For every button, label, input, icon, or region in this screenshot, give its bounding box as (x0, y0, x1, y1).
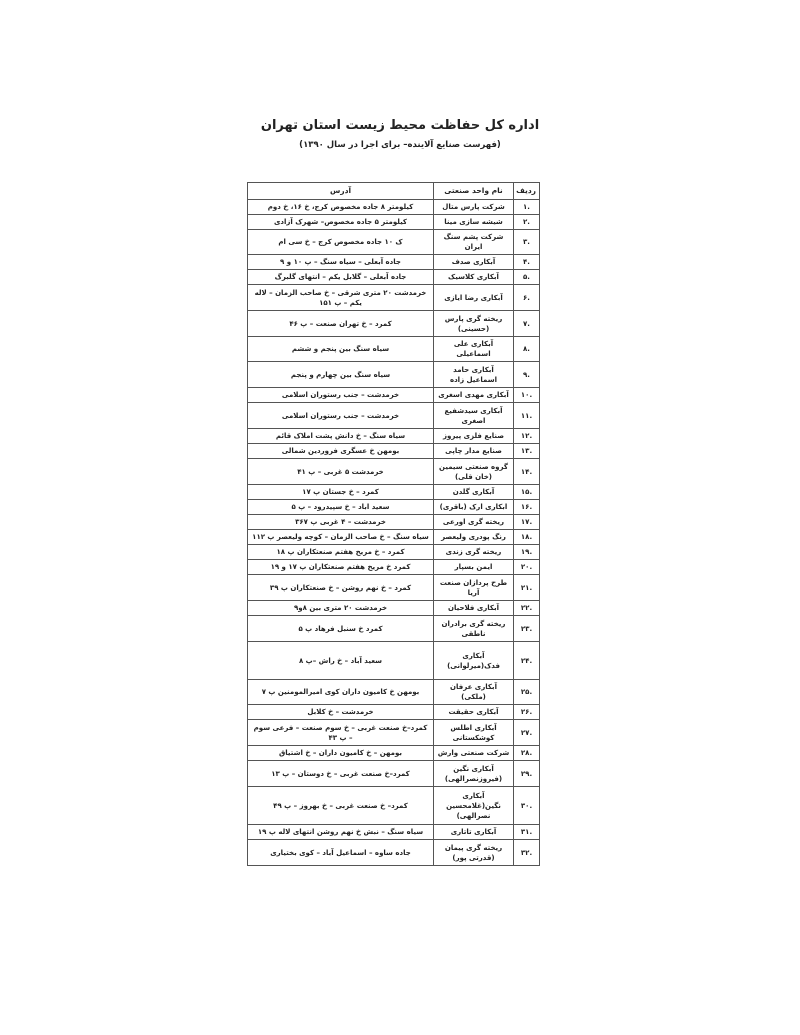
address-cell: کمرد – خ مریخ هفتم صنعتکاران پ ۱۸ (248, 545, 434, 560)
row-number-cell: .۲۲ (514, 601, 540, 616)
unit-name-cell: شرکت پارس متال (434, 200, 514, 215)
address-cell: سیاه سنگ بین پنجم و ششم (248, 337, 434, 362)
address-cell: جاده ساوه – اسماعیل آباد – کوی بختیاری (248, 840, 434, 866)
address-cell: خرمدشت – جنب رستوران اسلامی (248, 388, 434, 403)
table-row (248, 200, 540, 215)
row-number-cell: .۱۰ (514, 388, 540, 403)
row-number-cell: .۱۹ (514, 545, 540, 560)
row-number-cell: .۳۱ (514, 825, 540, 840)
row-number-cell: .۹ (514, 362, 540, 388)
unit-name-cell: ابکاری ارک (باقری) (434, 500, 514, 515)
row-number-cell: .۲۷ (514, 720, 540, 746)
table-row (248, 761, 540, 787)
address-cell: کمرد خ سنبل فرهاد پ ۵ (248, 616, 434, 642)
row-number-cell: .۲۰ (514, 560, 540, 575)
unit-name-cell: آبکاری علی اسماعیلی (434, 337, 514, 362)
unit-name-cell: آبکاری نگین(غلامحسین نصرالهی) (434, 787, 514, 825)
table-row (248, 429, 540, 444)
document-subtitle: (فهرست صنایع آلاینده– برای اجرا در سال ۱۳۹۰) (299, 140, 501, 150)
table-body (248, 200, 540, 866)
address-cell: کمرد – خ نهم روشن – خ صنعتکاران پ ۳۹ (248, 575, 434, 601)
table-row (248, 270, 540, 285)
row-number-cell: .۱۱ (514, 403, 540, 429)
table-row (248, 337, 540, 362)
unit-name-cell: شرکت صنعتی وارش (434, 746, 514, 761)
header-address: آدرس (248, 183, 434, 200)
unit-name-cell: آبکاری تاتاری (434, 825, 514, 840)
table-row (248, 403, 540, 429)
unit-name-cell: صنایع مدار چاپی (434, 444, 514, 459)
address-cell: کمرد–خ صنعت غربی – خ سوم صنعت – فرعی سوم – پ ۴۳ (248, 720, 434, 746)
table-row (248, 840, 540, 866)
row-number-cell: .۲۴ (514, 642, 540, 680)
address-cell: کمرد – خ جستان پ ۱۷ (248, 485, 434, 500)
row-number-cell: .۲ (514, 215, 540, 230)
document-title: اداره کل حفاظت محیط زیست استان تهران (260, 118, 540, 133)
address-cell: کمرد – خ تهران صنعت – پ ۴۶ (248, 311, 434, 337)
table-row (248, 560, 540, 575)
address-cell: جاده آبعلی – سیاه سنگ – پ ۱۰ و ۹ (248, 255, 434, 270)
address-cell: سیاه سنگ بین چهارم و پنجم (248, 362, 434, 388)
table-row (248, 616, 540, 642)
row-number-cell: .۶ (514, 285, 540, 311)
unit-name-cell: ریخته گری زندی (434, 545, 514, 560)
unit-name-cell: آبکاری صدف (434, 255, 514, 270)
address-cell: خرمدشت – خ کلابل (248, 705, 434, 720)
unit-name-cell: ریخته گری پیمان (قدرتی پور) (434, 840, 514, 866)
table-row (248, 680, 540, 705)
table-row (248, 459, 540, 485)
table-row (248, 746, 540, 761)
row-number-cell: .۱۶ (514, 500, 540, 515)
unit-name-cell: آبکاری رضا ایازی (434, 285, 514, 311)
unit-name-cell: ریخته گری پارس (حسینی) (434, 311, 514, 337)
address-cell: سیاه سنگ – خ صاحب الزمان – کوچه ولیعصر پ ۱۱۲ (248, 530, 434, 545)
address-cell: سعید آباد – خ راش –پ ۸ (248, 642, 434, 680)
unit-name-cell: طرح پردازان صنعت آریا (434, 575, 514, 601)
row-number-cell: .۴ (514, 255, 540, 270)
unit-name-cell: آبکاری گلدن (434, 485, 514, 500)
address-cell: کمرد خ مریخ هفتم صنعتکاران پ ۱۷ و ۱۹ (248, 560, 434, 575)
table-row (248, 575, 540, 601)
row-number-cell: .۱۳ (514, 444, 540, 459)
row-number-cell: .۷ (514, 311, 540, 337)
address-cell: سیاه سنگ – نبش خ نهم روشن انتهای لاله پ ۱۹ (248, 825, 434, 840)
unit-name-cell: آبکاری مهدی اسغری (434, 388, 514, 403)
header-unit-name: نام واحد صنعتی (434, 183, 514, 200)
row-number-cell: .۱۲ (514, 429, 540, 444)
table-row (248, 545, 540, 560)
unit-name-cell: ریخته گری اورعی (434, 515, 514, 530)
address-cell: بومهن – خ کامیون داران – خ اشتیاق (248, 746, 434, 761)
row-number-cell: .۳ (514, 230, 540, 255)
address-cell: سیاه سنگ – خ دانش پشت املاک قائم (248, 429, 434, 444)
unit-name-cell: ایمن بسپار (434, 560, 514, 575)
table-row (248, 215, 540, 230)
unit-name-cell: آبکاری اطلس کوشکستانی (434, 720, 514, 746)
address-cell: کمرد–خ صنعت غربی – خ دوستان – پ ۱۳ (248, 761, 434, 787)
table-row (248, 500, 540, 515)
table-header-row (248, 183, 540, 200)
unit-name-cell: آبکاری کلاسیک (434, 270, 514, 285)
unit-name-cell: آبکاری نگین (فیروزنصرالهی) (434, 761, 514, 787)
row-number-cell: .۱۴ (514, 459, 540, 485)
unit-name-cell: آبکاری حقیقت (434, 705, 514, 720)
table-row (248, 255, 540, 270)
unit-name-cell: ریخته گری برادران ناطقی (434, 616, 514, 642)
row-number-cell: .۱ (514, 200, 540, 215)
address-cell: خرمدشت ۲۰ متری شرقی – خ صاحب الزمان – لاله یکم – پ ۱۵۱ (248, 285, 434, 311)
table-row (248, 515, 540, 530)
address-cell: خرمدشت – جنب رستوران اسلامی (248, 403, 434, 429)
unit-name-cell: رنگ پودری ولیعصر (434, 530, 514, 545)
row-number-cell: .۱۷ (514, 515, 540, 530)
row-number-cell: .۲۶ (514, 705, 540, 720)
unit-name-cell: آبکاری سیدشفیع اصغری (434, 403, 514, 429)
table-row (248, 485, 540, 500)
table-row (248, 705, 540, 720)
table-row (248, 388, 540, 403)
address-cell: خرمدشت ۵ غربی – پ ۴۱ (248, 459, 434, 485)
unit-name-cell: آبکاری حامد اسماعیل زاده (434, 362, 514, 388)
row-number-cell: .۲۸ (514, 746, 540, 761)
row-number-cell: .۳۰ (514, 787, 540, 825)
address-cell: ک ۱۰ جاده مخصوص کرج – خ سی ام (248, 230, 434, 255)
table-row (248, 362, 540, 388)
row-number-cell: .۲۳ (514, 616, 540, 642)
industries-table (247, 182, 540, 866)
table-row (248, 642, 540, 680)
unit-name-cell: شرکت پشم سنگ ایران (434, 230, 514, 255)
row-number-cell: .۳۲ (514, 840, 540, 866)
table-row (248, 787, 540, 825)
unit-name-cell: گروه صنعتی سیمین (خان قلی) (434, 459, 514, 485)
row-number-cell: .۸ (514, 337, 540, 362)
address-cell: بومهن خ کامیون داران کوی امیرالمومنین پ ۷ (248, 680, 434, 705)
address-cell: کمرد– خ صنعت غربی – خ بهروز – پ ۴۹ (248, 787, 434, 825)
table-row (248, 720, 540, 746)
table-row (248, 230, 540, 255)
table-row (248, 444, 540, 459)
address-cell: خرمدشت – ۴ غربی پ ۳۶۷ (248, 515, 434, 530)
table-row (248, 311, 540, 337)
unit-name-cell: صنایع فلزی پیروز (434, 429, 514, 444)
row-number-cell: .۵ (514, 270, 540, 285)
table-row (248, 825, 540, 840)
address-cell: خرمدشت ۲۰ متری بین ۸و۹ (248, 601, 434, 616)
table-row (248, 601, 540, 616)
address-cell: کیلومتر ۵ جاده مخصوص– شهرک آزادی (248, 215, 434, 230)
row-number-cell: .۲۹ (514, 761, 540, 787)
address-cell: کیلومتر ۸ جاده مخصوص کرج، خ ۱۶، خ دوم (248, 200, 434, 215)
unit-name-cell: آبکاری فلاحیان (434, 601, 514, 616)
row-number-cell: .۲۱ (514, 575, 540, 601)
address-cell: جاده آبعلی – گلابل یکم – انتهای گلبرگ (248, 270, 434, 285)
unit-name-cell: شیشه سازی مینا (434, 215, 514, 230)
table-row (248, 530, 540, 545)
unit-name-cell: آبکاری فدک(میرلوانی) (434, 642, 514, 680)
header-row-number: ردیف (514, 183, 540, 200)
address-cell: سعید اباد – خ سپیدرود – پ ۵ (248, 500, 434, 515)
table-row (248, 285, 540, 311)
row-number-cell: .۱۸ (514, 530, 540, 545)
row-number-cell: .۲۵ (514, 680, 540, 705)
address-cell: بومهن خ عسگری فروردین شمالی (248, 444, 434, 459)
unit-name-cell: آبکاری عرفان (ملکی) (434, 680, 514, 705)
row-number-cell: .۱۵ (514, 485, 540, 500)
